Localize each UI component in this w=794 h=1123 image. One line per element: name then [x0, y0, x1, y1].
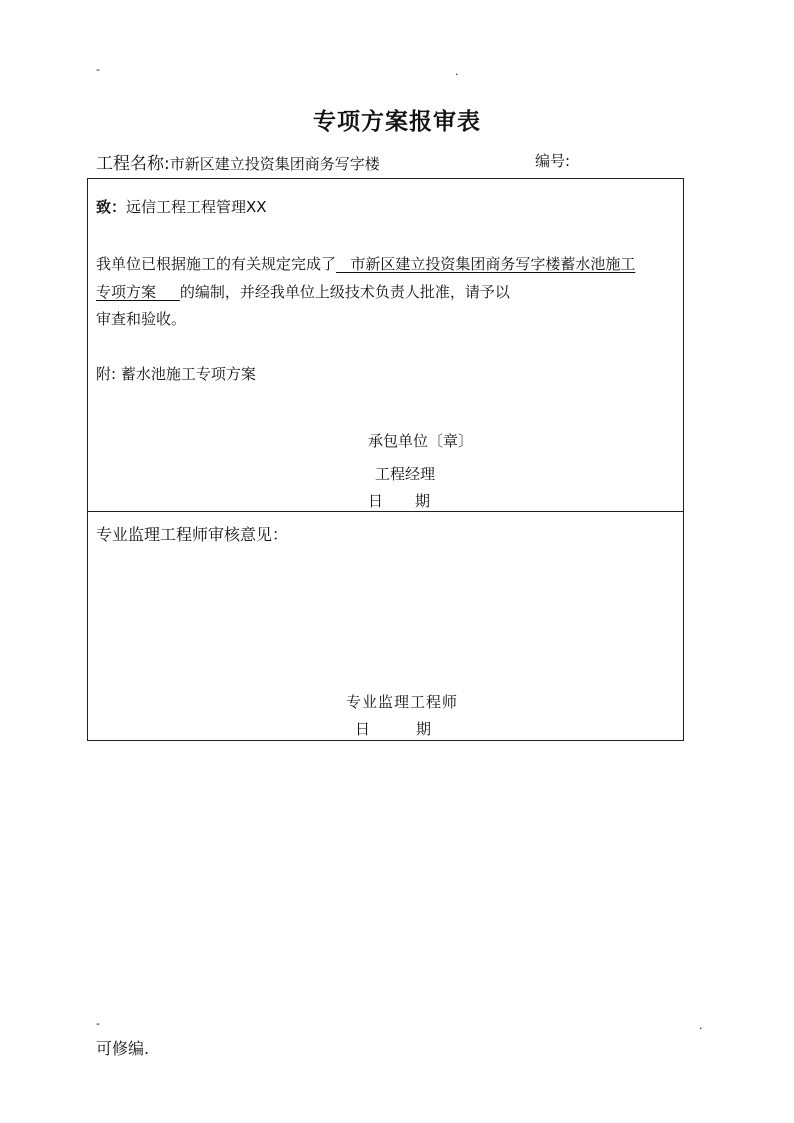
body-line-2-rest: 的编制，并经我单位上级技术负责人批准，请予以	[179, 283, 510, 301]
body-line-1	[96, 253, 635, 274]
attachment-label: 附:	[96, 365, 117, 383]
project-name-value: 市新区建立投资集团商务写字楼	[169, 155, 380, 173]
page-title: 专项方案报审表	[313, 109, 481, 135]
date-label-day: 日	[368, 492, 384, 510]
number-label: 编号:	[535, 152, 571, 170]
plan-name-fill-2: 专项方案	[96, 283, 180, 301]
engineer-signature-label: 专业监理工程师	[346, 693, 459, 711]
footer-note: 可修编.	[96, 1039, 150, 1058]
body-prefix: 我单位已根据施工的有关规定完成了	[96, 255, 337, 273]
project-manager-label: 工程经理	[375, 465, 436, 483]
body-line-2	[96, 281, 510, 302]
addressee-line	[96, 196, 267, 217]
contractor-signature-label: 承包单位〔章〕	[368, 432, 474, 450]
date-label-period: 期	[415, 492, 431, 510]
attachment-line	[96, 363, 256, 384]
header-right-mark: .	[455, 65, 459, 78]
attachment-value: 蓄水池施工专项方案	[120, 365, 256, 383]
plan-name-fill: 市新区建立投资集团商务写字楼蓄水池施工	[336, 255, 636, 273]
application-section	[87, 178, 684, 512]
review-opinion-label: 专业监理工程师审核意见：	[96, 525, 289, 544]
footer-left-mark: -	[96, 1017, 100, 1030]
footer-right-mark: .	[699, 1019, 703, 1032]
addressee-value: 远信工程工程管理XX	[126, 198, 267, 216]
header-left-mark: -	[96, 63, 100, 76]
project-line	[96, 149, 380, 174]
project-name-label: 工程名称:	[96, 154, 170, 174]
review-date-day: 日	[355, 720, 371, 738]
body-line-3: 审查和验收。	[96, 310, 187, 328]
review-date-period: 期	[416, 720, 432, 738]
addressee-label: 致：	[96, 198, 127, 216]
